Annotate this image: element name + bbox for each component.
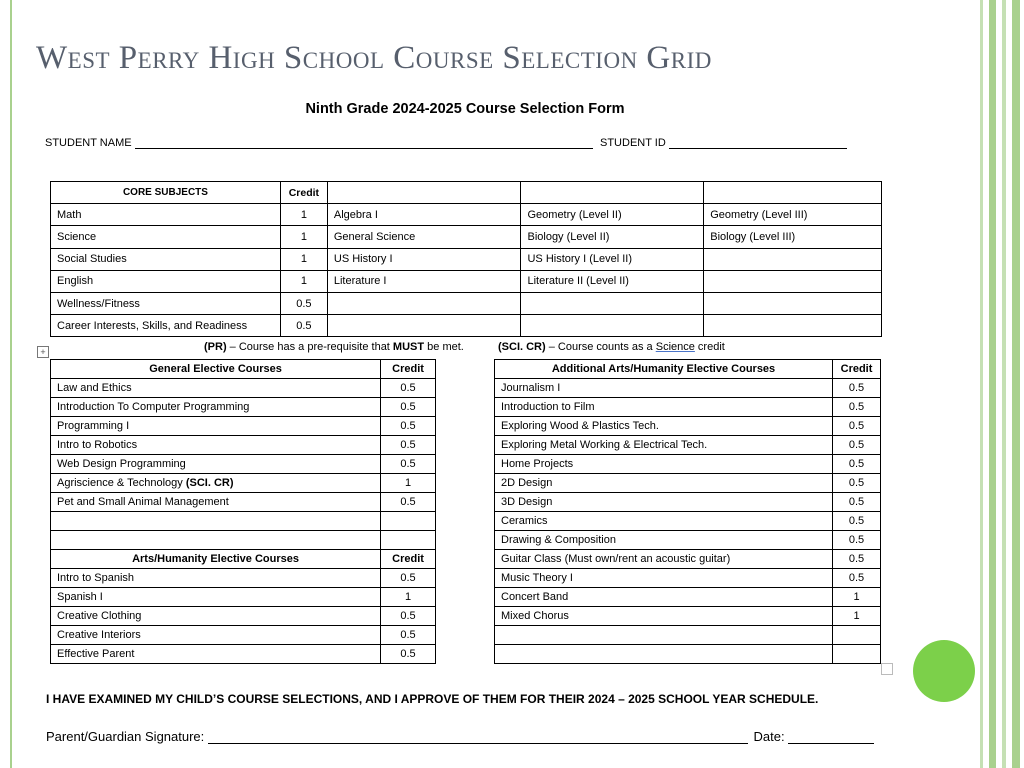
table-row[interactable] — [51, 607, 436, 626]
core-header-blank — [327, 182, 521, 204]
course-option-cell[interactable] — [327, 315, 521, 337]
date-line[interactable] — [788, 743, 874, 744]
course-name: Creative Interiors — [51, 626, 381, 645]
course-name: Programming I — [51, 417, 381, 436]
core-header-blank — [704, 182, 882, 204]
table-row[interactable] — [495, 493, 881, 512]
table-row[interactable] — [495, 569, 881, 588]
legend-pr-text-end: be met. — [424, 341, 464, 353]
student-name-field[interactable] — [45, 137, 593, 149]
core-header-blank — [521, 182, 704, 204]
course-credit: 0.5 — [381, 493, 436, 512]
table-row[interactable] — [51, 455, 436, 474]
course-credit: 0.5 — [833, 550, 881, 569]
table-row-empty[interactable] — [495, 626, 881, 645]
course-name: 2D Design — [495, 474, 833, 493]
student-id-field[interactable] — [600, 137, 847, 149]
student-id-label: STUDENT ID — [600, 137, 666, 149]
legend-sci-text-end: credit — [694, 341, 725, 353]
course-option-cell[interactable] — [704, 248, 882, 270]
table-row — [51, 226, 882, 248]
course-name: Intro to Robotics — [51, 436, 381, 455]
form-title: Ninth Grade 2024-2025 Course Selection Form — [305, 101, 625, 117]
empty-cell[interactable] — [495, 645, 833, 664]
table-row[interactable] — [51, 474, 436, 493]
legend-must: MUST — [392, 341, 425, 353]
table-row[interactable] — [51, 417, 436, 436]
course-option-cell[interactable] — [704, 292, 882, 314]
signature-label: Parent/Guardian Signature: — [46, 729, 205, 744]
course-option-cell[interactable] — [521, 315, 704, 337]
table-row[interactable] — [495, 398, 881, 417]
core-subject-cell: Math — [51, 204, 281, 226]
core-header-row — [51, 182, 882, 204]
table-row[interactable] — [51, 398, 436, 417]
general-credit-header: Credit — [381, 360, 436, 379]
course-name: Law and Ethics — [51, 379, 381, 398]
course-name: Spanish I — [51, 588, 381, 607]
legend-sci-text: – Course counts as a — [545, 341, 656, 353]
science-credit-tag: (SCI. CR) — [185, 477, 234, 489]
table-row[interactable] — [495, 550, 881, 569]
legend-pr-code: (PR) — [204, 341, 227, 353]
table-row[interactable] — [51, 493, 436, 512]
course-name: Ceramics — [495, 512, 833, 531]
right-stripe-3 — [1002, 0, 1006, 768]
legend-pr-text: – Course has a pre-requisite that — [226, 341, 393, 353]
course-credit: 0.5 — [381, 436, 436, 455]
date-label: Date: — [753, 729, 785, 744]
course-credit: 0.5 — [833, 379, 881, 398]
table-row[interactable] — [495, 588, 881, 607]
student-name-label: STUDENT NAME — [45, 137, 132, 149]
table-row[interactable] — [51, 645, 436, 664]
general-elective-table — [50, 359, 436, 664]
table-row[interactable] — [495, 417, 881, 436]
course-name: 3D Design — [495, 493, 833, 512]
course-credit: 1 — [381, 474, 436, 493]
course-credit: 0.5 — [833, 569, 881, 588]
table-row[interactable] — [495, 512, 881, 531]
empty-cell[interactable] — [51, 512, 381, 531]
right-stripe-4 — [1012, 0, 1020, 768]
course-option-cell[interactable] — [704, 315, 882, 337]
course-name: Introduction To Computer Programming — [51, 398, 381, 417]
arts-header-row — [51, 550, 436, 569]
course-option-cell[interactable]: General Science — [327, 226, 521, 248]
course-option-cell[interactable] — [521, 292, 704, 314]
table-row — [51, 204, 882, 226]
empty-cell[interactable] — [51, 531, 381, 550]
course-name: Drawing & Composition — [495, 531, 833, 550]
legend-prerequisite — [204, 341, 464, 353]
course-option-cell[interactable] — [327, 292, 521, 314]
additional-header-row — [495, 360, 881, 379]
course-credit: 0.5 — [381, 417, 436, 436]
course-credit: 0.5 — [833, 531, 881, 550]
course-name: Pet and Small Animal Management — [51, 493, 381, 512]
core-credit-cell: 1 — [280, 270, 327, 292]
course-option-cell[interactable]: Biology (Level III) — [704, 226, 882, 248]
core-subject-cell: Science — [51, 226, 281, 248]
arts-credit-header: Credit — [381, 550, 436, 569]
table-row[interactable] — [495, 607, 881, 626]
course-option-cell[interactable]: Literature II (Level II) — [521, 270, 704, 292]
table-row[interactable] — [495, 436, 881, 455]
right-stripe-1 — [980, 0, 983, 768]
table-row[interactable] — [495, 379, 881, 398]
core-subjects-table — [50, 181, 882, 337]
core-credit-header: Credit — [280, 182, 327, 204]
signature-line[interactable] — [208, 743, 748, 744]
additional-arts-table — [494, 359, 881, 664]
signature-row — [46, 729, 874, 744]
table-row[interactable] — [51, 626, 436, 645]
course-credit: 0.5 — [381, 626, 436, 645]
empty-cell[interactable] — [833, 645, 881, 664]
right-stripe-2 — [989, 0, 996, 768]
legend-science-word: Science — [655, 341, 695, 353]
core-credit-cell: 0.5 — [280, 315, 327, 337]
course-credit: 0.5 — [833, 436, 881, 455]
general-header-row — [51, 360, 436, 379]
core-credit-cell: 0.5 — [280, 292, 327, 314]
table-row[interactable] — [51, 588, 436, 607]
course-option-cell[interactable]: US History I (Level II) — [521, 248, 704, 270]
course-name: Introduction to Film — [495, 398, 833, 417]
course-credit: 0.5 — [833, 493, 881, 512]
table-row[interactable] — [51, 569, 436, 588]
course-name: Exploring Wood & Plastics Tech. — [495, 417, 833, 436]
empty-cell[interactable] — [381, 531, 436, 550]
course-name-cell — [51, 474, 381, 493]
course-name: Home Projects — [495, 455, 833, 474]
course-credit: 0.5 — [833, 512, 881, 531]
green-circle-decoration — [913, 640, 975, 702]
course-credit: 0.5 — [833, 455, 881, 474]
page-title: West Perry High School Course Selection Grid — [36, 40, 712, 76]
table-move-handle-icon[interactable]: + — [37, 346, 49, 358]
course-credit: 0.5 — [381, 569, 436, 588]
course-credit: 0.5 — [381, 455, 436, 474]
table-resize-handle-icon[interactable] — [881, 663, 893, 675]
empty-cell[interactable] — [833, 626, 881, 645]
course-credit: 0.5 — [833, 398, 881, 417]
course-name: Mixed Chorus — [495, 607, 833, 626]
table-row-empty[interactable] — [51, 512, 436, 531]
course-name: Agriscience & Technology — [57, 477, 186, 489]
core-subject-cell: English — [51, 270, 281, 292]
core-credit-cell: 1 — [280, 204, 327, 226]
course-option-cell[interactable]: Algebra I — [327, 204, 521, 226]
table-row — [51, 315, 882, 337]
core-subjects-header: CORE SUBJECTS — [51, 182, 281, 204]
empty-cell[interactable] — [381, 512, 436, 531]
course-option-cell[interactable]: Geometry (Level II) — [521, 204, 704, 226]
legend-sci-code: (SCI. CR) — [498, 341, 546, 353]
course-option-cell[interactable]: Geometry (Level III) — [704, 204, 882, 226]
general-elective-header: General Elective Courses — [51, 360, 381, 379]
table-row[interactable] — [495, 531, 881, 550]
table-row — [51, 292, 882, 314]
additional-credit-header: Credit — [833, 360, 881, 379]
core-credit-cell: 1 — [280, 248, 327, 270]
course-name: Intro to Spanish — [51, 569, 381, 588]
course-option-cell[interactable]: Literature I — [327, 270, 521, 292]
core-subject-cell: Social Studies — [51, 248, 281, 270]
course-name: Exploring Metal Working & Electrical Tech. — [495, 436, 833, 455]
table-row[interactable] — [495, 474, 881, 493]
course-name: Effective Parent — [51, 645, 381, 664]
course-credit: 0.5 — [833, 474, 881, 493]
course-credit: 1 — [381, 588, 436, 607]
table-row-empty[interactable] — [51, 531, 436, 550]
course-credit: 0.5 — [381, 607, 436, 626]
course-name: Music Theory I — [495, 569, 833, 588]
approval-statement: I HAVE EXAMINED MY CHILD’S COURSE SELECTIONS, AND I APPROVE OF THEM FOR THEIR 2024 – 2025 SCHOOL YEAR SCHEDULE. — [46, 692, 819, 706]
course-credit: 1 — [833, 588, 881, 607]
table-row-empty[interactable] — [495, 645, 881, 664]
core-subject-cell: Career Interests, Skills, and Readiness — [51, 315, 281, 337]
arts-elective-header: Arts/Humanity Elective Courses — [51, 550, 381, 569]
student-id-line[interactable] — [669, 148, 847, 149]
course-option-cell[interactable]: US History I — [327, 248, 521, 270]
empty-cell[interactable] — [495, 626, 833, 645]
course-name: Concert Band — [495, 588, 833, 607]
core-subject-cell: Wellness/Fitness — [51, 292, 281, 314]
table-row[interactable] — [495, 455, 881, 474]
course-credit: 0.5 — [381, 379, 436, 398]
additional-arts-header: Additional Arts/Humanity Elective Courses — [495, 360, 833, 379]
table-row[interactable] — [51, 436, 436, 455]
table-row[interactable] — [51, 379, 436, 398]
legend-science-credit — [498, 341, 725, 353]
course-credit: 0.5 — [833, 417, 881, 436]
table-row — [51, 270, 882, 292]
student-name-line[interactable] — [135, 148, 593, 149]
course-name: Creative Clothing — [51, 607, 381, 626]
course-credit: 1 — [833, 607, 881, 626]
core-credit-cell: 1 — [280, 226, 327, 248]
course-name: Web Design Programming — [51, 455, 381, 474]
course-credit: 0.5 — [381, 398, 436, 417]
course-option-cell[interactable] — [704, 270, 882, 292]
table-row — [51, 248, 882, 270]
course-option-cell[interactable]: Biology (Level II) — [521, 226, 704, 248]
course-credit: 0.5 — [381, 645, 436, 664]
course-name: Guitar Class (Must own/rent an acoustic guitar) — [495, 550, 833, 569]
course-name: Journalism I — [495, 379, 833, 398]
